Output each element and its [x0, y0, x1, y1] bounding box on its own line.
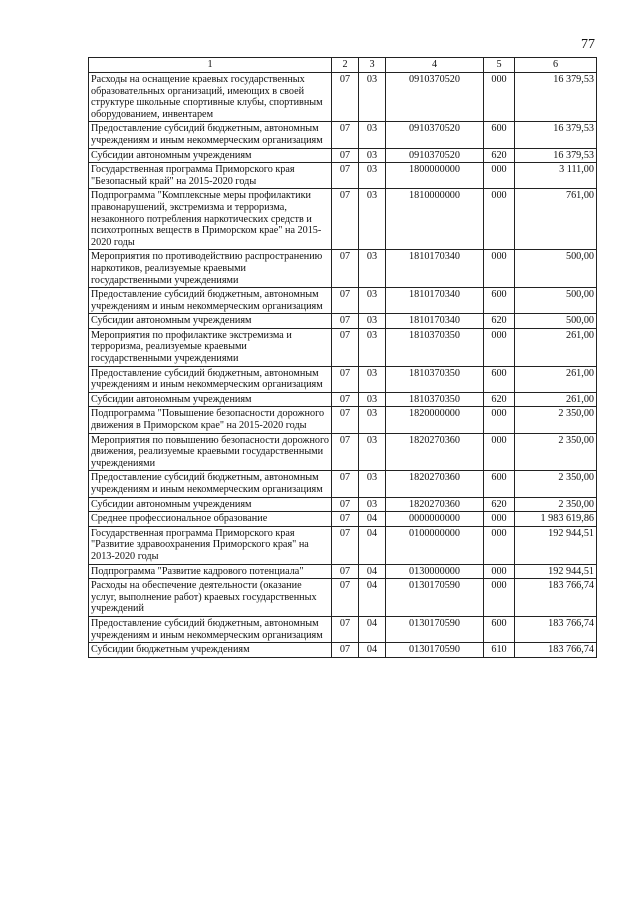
row-subsection-cell: 03 — [359, 189, 386, 250]
row-amount-cell: 16 379,53 — [515, 73, 597, 122]
row-section-cell: 07 — [332, 73, 359, 122]
table-row — [89, 366, 597, 392]
row-type-cell: 620 — [484, 314, 515, 329]
row-amount-cell: 500,00 — [515, 314, 597, 329]
row-target-cell: 0100000000 — [386, 526, 484, 564]
row-type-cell: 000 — [484, 73, 515, 122]
row-target-cell: 0130170590 — [386, 643, 484, 658]
row-type-cell: 000 — [484, 407, 515, 433]
row-type-cell: 620 — [484, 148, 515, 163]
row-subsection-cell: 03 — [359, 497, 386, 512]
row-amount-cell: 183 766,74 — [515, 643, 597, 658]
header-row — [89, 58, 597, 73]
row-target-cell: 0910370520 — [386, 122, 484, 148]
column-header: 6 — [515, 58, 597, 73]
page-number: 77 — [581, 37, 595, 52]
row-type-cell: 600 — [484, 122, 515, 148]
row-type-cell: 000 — [484, 163, 515, 189]
row-subsection-cell: 03 — [359, 407, 386, 433]
row-type-cell: 000 — [484, 579, 515, 617]
row-name-cell: Субсидии автономным учреждениям — [89, 148, 332, 163]
row-target-cell: 1810370350 — [386, 392, 484, 407]
row-section-cell: 07 — [332, 189, 359, 250]
row-target-cell: 0910370520 — [386, 73, 484, 122]
row-type-cell: 000 — [484, 512, 515, 527]
row-section-cell: 07 — [332, 250, 359, 288]
row-name-cell: Государственная программа Приморского края "Развитие здравоохранения Приморского края" на 2013-2020 годы — [89, 526, 332, 564]
table-row — [89, 148, 597, 163]
table-row — [89, 526, 597, 564]
row-target-cell: 1810170340 — [386, 250, 484, 288]
row-type-cell: 000 — [484, 433, 515, 471]
row-name-cell: Расходы на оснащение краевых государственных образовательных организаций, имеющих в своей структуре школьные спортивные клубы, спортивным оборудованием, инвентарем — [89, 73, 332, 122]
row-type-cell: 600 — [484, 471, 515, 497]
row-subsection-cell: 03 — [359, 148, 386, 163]
row-target-cell: 1820270360 — [386, 471, 484, 497]
row-type-cell: 610 — [484, 643, 515, 658]
row-subsection-cell: 03 — [359, 471, 386, 497]
table-row — [89, 564, 597, 579]
column-header: 4 — [386, 58, 484, 73]
row-amount-cell: 2 350,00 — [515, 471, 597, 497]
row-amount-cell: 261,00 — [515, 392, 597, 407]
row-amount-cell: 192 944,51 — [515, 564, 597, 579]
row-subsection-cell: 03 — [359, 73, 386, 122]
row-amount-cell: 761,00 — [515, 189, 597, 250]
row-name-cell: Субсидии автономным учреждениям — [89, 392, 332, 407]
row-amount-cell: 500,00 — [515, 250, 597, 288]
row-amount-cell: 183 766,74 — [515, 579, 597, 617]
column-header: 5 — [484, 58, 515, 73]
row-target-cell: 1810170340 — [386, 288, 484, 314]
table-row — [89, 433, 597, 471]
row-amount-cell: 16 379,53 — [515, 148, 597, 163]
row-target-cell: 1810000000 — [386, 189, 484, 250]
row-section-cell: 07 — [332, 407, 359, 433]
row-amount-cell: 2 350,00 — [515, 497, 597, 512]
row-subsection-cell: 04 — [359, 526, 386, 564]
row-subsection-cell: 04 — [359, 616, 386, 642]
table-row — [89, 616, 597, 642]
row-amount-cell: 3 111,00 — [515, 163, 597, 189]
row-subsection-cell: 03 — [359, 250, 386, 288]
row-subsection-cell: 03 — [359, 122, 386, 148]
row-type-cell: 600 — [484, 366, 515, 392]
row-type-cell: 600 — [484, 288, 515, 314]
row-name-cell: Подпрограмма "Развитие кадрового потенциала" — [89, 564, 332, 579]
row-type-cell: 000 — [484, 328, 515, 366]
row-target-cell: 1820270360 — [386, 433, 484, 471]
row-section-cell: 07 — [332, 314, 359, 329]
table-row — [89, 392, 597, 407]
table-row — [89, 643, 597, 658]
table-row — [89, 288, 597, 314]
row-amount-cell: 183 766,74 — [515, 616, 597, 642]
row-section-cell: 07 — [332, 471, 359, 497]
row-target-cell: 0130170590 — [386, 579, 484, 617]
table-row — [89, 497, 597, 512]
table-row — [89, 250, 597, 288]
row-name-cell: Субсидии автономным учреждениям — [89, 314, 332, 329]
table-row — [89, 314, 597, 329]
row-name-cell: Предоставление субсидий бюджетным, автономным учреждениям и иным некоммерческим организациям — [89, 366, 332, 392]
row-subsection-cell: 04 — [359, 643, 386, 658]
row-section-cell: 07 — [332, 122, 359, 148]
row-name-cell: Предоставление субсидий бюджетным, автономным учреждениям и иным некоммерческим организациям — [89, 471, 332, 497]
row-target-cell: 1810370350 — [386, 328, 484, 366]
row-section-cell: 07 — [332, 328, 359, 366]
table-row — [89, 163, 597, 189]
row-section-cell: 07 — [332, 497, 359, 512]
table-row — [89, 122, 597, 148]
column-header: 2 — [332, 58, 359, 73]
table-row — [89, 189, 597, 250]
row-section-cell: 07 — [332, 579, 359, 617]
table-row — [89, 73, 597, 122]
column-header: 3 — [359, 58, 386, 73]
row-name-cell: Подпрограмма "Повышение безопасности дорожного движения в Приморском крае" на 2015-2020 годы — [89, 407, 332, 433]
row-name-cell: Мероприятия по повышению безопасности дорожного движения, реализуемые краевыми государственными учреждениями — [89, 433, 332, 471]
row-section-cell: 07 — [332, 433, 359, 471]
row-type-cell: 000 — [484, 564, 515, 579]
table-row — [89, 512, 597, 527]
table-row — [89, 328, 597, 366]
row-name-cell: Субсидии автономным учреждениям — [89, 497, 332, 512]
table-row — [89, 579, 597, 617]
row-amount-cell: 261,00 — [515, 328, 597, 366]
row-section-cell: 07 — [332, 163, 359, 189]
row-target-cell: 1800000000 — [386, 163, 484, 189]
row-section-cell: 07 — [332, 512, 359, 527]
row-section-cell: 07 — [332, 148, 359, 163]
row-type-cell: 000 — [484, 526, 515, 564]
budget-table — [88, 57, 597, 658]
table-row — [89, 471, 597, 497]
row-target-cell: 0130000000 — [386, 564, 484, 579]
row-type-cell: 000 — [484, 250, 515, 288]
row-section-cell: 07 — [332, 366, 359, 392]
row-name-cell: Подпрограмма "Комплексные меры профилактики правонарушений, экстремизма и терроризма, незаконного потребления наркотических средств и психотропных веществ в Приморском крае" на 2015-2020 годы — [89, 189, 332, 250]
row-amount-cell: 2 350,00 — [515, 407, 597, 433]
row-name-cell: Мероприятия по профилактике экстремизма и терроризма, реализуемые краевыми государственными учреждениями — [89, 328, 332, 366]
row-type-cell: 620 — [484, 392, 515, 407]
row-amount-cell: 500,00 — [515, 288, 597, 314]
row-subsection-cell: 04 — [359, 579, 386, 617]
row-name-cell: Мероприятия по противодействию распространению наркотиков, реализуемые краевыми государственными учреждениями — [89, 250, 332, 288]
row-section-cell: 07 — [332, 643, 359, 658]
row-subsection-cell: 03 — [359, 433, 386, 471]
row-type-cell: 620 — [484, 497, 515, 512]
row-subsection-cell: 03 — [359, 366, 386, 392]
row-name-cell: Расходы на обеспечение деятельности (оказание услуг, выполнение работ) краевых государственных учреждений — [89, 579, 332, 617]
row-subsection-cell: 04 — [359, 512, 386, 527]
row-target-cell: 1810370350 — [386, 366, 484, 392]
row-name-cell: Государственная программа Приморского края "Безопасный край" на 2015-2020 годы — [89, 163, 332, 189]
row-section-cell: 07 — [332, 564, 359, 579]
row-section-cell: 07 — [332, 526, 359, 564]
row-subsection-cell: 03 — [359, 328, 386, 366]
row-target-cell: 0130170590 — [386, 616, 484, 642]
row-target-cell: 0000000000 — [386, 512, 484, 527]
row-amount-cell: 16 379,53 — [515, 122, 597, 148]
row-section-cell: 07 — [332, 288, 359, 314]
row-type-cell: 000 — [484, 189, 515, 250]
row-section-cell: 07 — [332, 392, 359, 407]
row-subsection-cell: 03 — [359, 392, 386, 407]
row-target-cell: 0910370520 — [386, 148, 484, 163]
column-header: 1 — [89, 58, 332, 73]
row-type-cell: 600 — [484, 616, 515, 642]
row-name-cell: Предоставление субсидий бюджетным, автономным учреждениям и иным некоммерческим организациям — [89, 122, 332, 148]
row-target-cell: 1820000000 — [386, 407, 484, 433]
row-amount-cell: 2 350,00 — [515, 433, 597, 471]
row-target-cell: 1820270360 — [386, 497, 484, 512]
row-amount-cell: 192 944,51 — [515, 526, 597, 564]
row-name-cell: Предоставление субсидий бюджетным, автономным учреждениям и иным некоммерческим организациям — [89, 288, 332, 314]
row-subsection-cell: 04 — [359, 564, 386, 579]
row-name-cell: Предоставление субсидий бюджетным, автономным учреждениям и иным некоммерческим организациям — [89, 616, 332, 642]
row-section-cell: 07 — [332, 616, 359, 642]
row-amount-cell: 261,00 — [515, 366, 597, 392]
row-name-cell: Субсидии бюджетным учреждениям — [89, 643, 332, 658]
table-row — [89, 407, 597, 433]
row-subsection-cell: 03 — [359, 163, 386, 189]
row-amount-cell: 1 983 619,86 — [515, 512, 597, 527]
row-target-cell: 1810170340 — [386, 314, 484, 329]
row-subsection-cell: 03 — [359, 288, 386, 314]
row-subsection-cell: 03 — [359, 314, 386, 329]
row-name-cell: Среднее профессиональное образование — [89, 512, 332, 527]
